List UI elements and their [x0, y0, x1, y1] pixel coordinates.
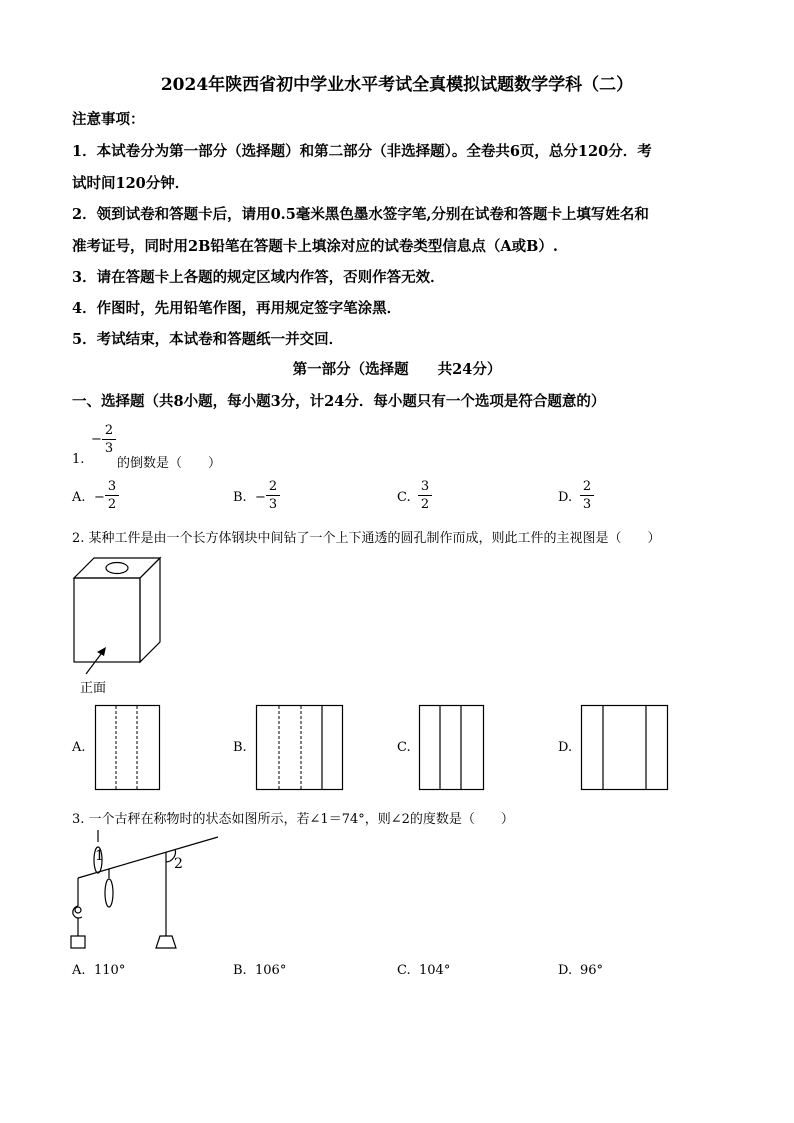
q2-front-label: 正面	[80, 681, 107, 696]
q1-option-d-fraction	[580, 480, 594, 511]
q1-option-d-label: D.	[558, 490, 573, 505]
section1-heading: 一、选择题（共8小题，每小题3分，计24分．每小题只有一个选项是符合题意的）	[72, 393, 606, 410]
q1-stem-text: 的倒数是（ ）	[117, 456, 222, 471]
notes-heading: 注意事项：	[72, 111, 145, 128]
note-line: 2．领到试卷和答题卡后，请用0.5毫米黑色墨水签字笔,分别在试卷和答题卡上填写姓名和	[72, 206, 649, 223]
q1-option-a-fraction	[105, 480, 119, 511]
part1-heading: 第一部分（选择题 共24分）	[292, 361, 502, 378]
q3-angle2-label: 2	[174, 856, 183, 872]
note-line: 3．请在答题卡上各题的规定区域内作答，否则作答无效．	[72, 269, 445, 286]
q3-text: 3. 一个古秤在称物时的状态如图所示，若∠1＝74°，则∠2的度数是（ ）	[72, 812, 514, 827]
q3-scale-figure	[60, 830, 230, 960]
q1-option-a-numerator: 3	[107, 479, 117, 494]
q2-option-c-figure	[419, 705, 485, 791]
q1-option-d-denominator: 3	[582, 497, 592, 512]
q3-option-b-label: B.	[233, 963, 247, 978]
q2-option-c-label: C.	[397, 740, 411, 755]
note-line: 试时间120分钟．	[72, 175, 190, 192]
q3-option-d-label: D.	[558, 963, 573, 978]
q3-option-c-label: C.	[397, 963, 411, 978]
q1-stem-numerator: 2	[104, 423, 114, 438]
q1-option-a-label: A.	[72, 490, 86, 505]
q1-option-c-denominator: 2	[420, 497, 430, 512]
q1-stem-fraction	[102, 424, 116, 455]
q3-option-d-value: 96°	[580, 963, 604, 978]
q1-option-b-fraction	[266, 480, 280, 511]
q2-text: 2. 某种工件是由一个长方体钢块中间钻了一个上下通透的圆孔制作而成，则此工件的主视图是（ ）	[72, 531, 661, 546]
q3-option-a-value: 110°	[94, 963, 126, 978]
q1-option-d-numerator: 2	[582, 479, 592, 494]
q1-option-c-fraction	[418, 480, 432, 511]
q1-option-b-denominator: 3	[268, 497, 278, 512]
q2-block-figure	[60, 550, 180, 690]
q2-option-d-figure	[581, 705, 669, 791]
q1-option-c-label: C.	[397, 490, 411, 505]
q2-option-a-figure	[95, 705, 161, 791]
q1-option-b-sign: −	[255, 490, 266, 505]
q1-option-b-label: B.	[233, 490, 247, 505]
note-line: 准考证号，同时用2B铅笔在答题卡上填涂对应的试卷类型信息点（A或B）.	[72, 238, 558, 255]
q1-option-a-sign: −	[94, 490, 105, 505]
q2-option-d-label: D.	[558, 740, 573, 755]
q2-option-b-label: B.	[233, 740, 247, 755]
q3-option-a-label: A.	[72, 963, 86, 978]
q3-option-c-value: 104°	[419, 963, 451, 978]
note-line: 1．本试卷分为第一部分（选择题）和第二部分（非选择题）。全卷共6页，总分120分．考	[72, 143, 652, 160]
q1-option-a-denominator: 2	[107, 497, 117, 512]
q2-option-b-figure	[256, 705, 344, 791]
q1-number: 1.	[72, 452, 85, 467]
q1-option-b-numerator: 2	[268, 479, 278, 494]
q2-option-a-label: A.	[72, 740, 86, 755]
note-line: 5．考试结束，本试卷和答题纸一并交回．	[72, 331, 344, 348]
note-line: 4．作图时，先用铅笔作图，再用规定签字笔涂黑．	[72, 300, 402, 317]
q3-angle1-label: 1	[95, 848, 104, 864]
q1-stem-sign: −	[91, 432, 102, 447]
page-title: 2024年陕西省初中学业水平考试全真模拟试题数学学科（二）	[160, 75, 634, 95]
q1-option-c-numerator: 3	[420, 479, 430, 494]
q1-stem-denominator: 3	[104, 441, 114, 456]
q3-option-b-value: 106°	[255, 963, 287, 978]
